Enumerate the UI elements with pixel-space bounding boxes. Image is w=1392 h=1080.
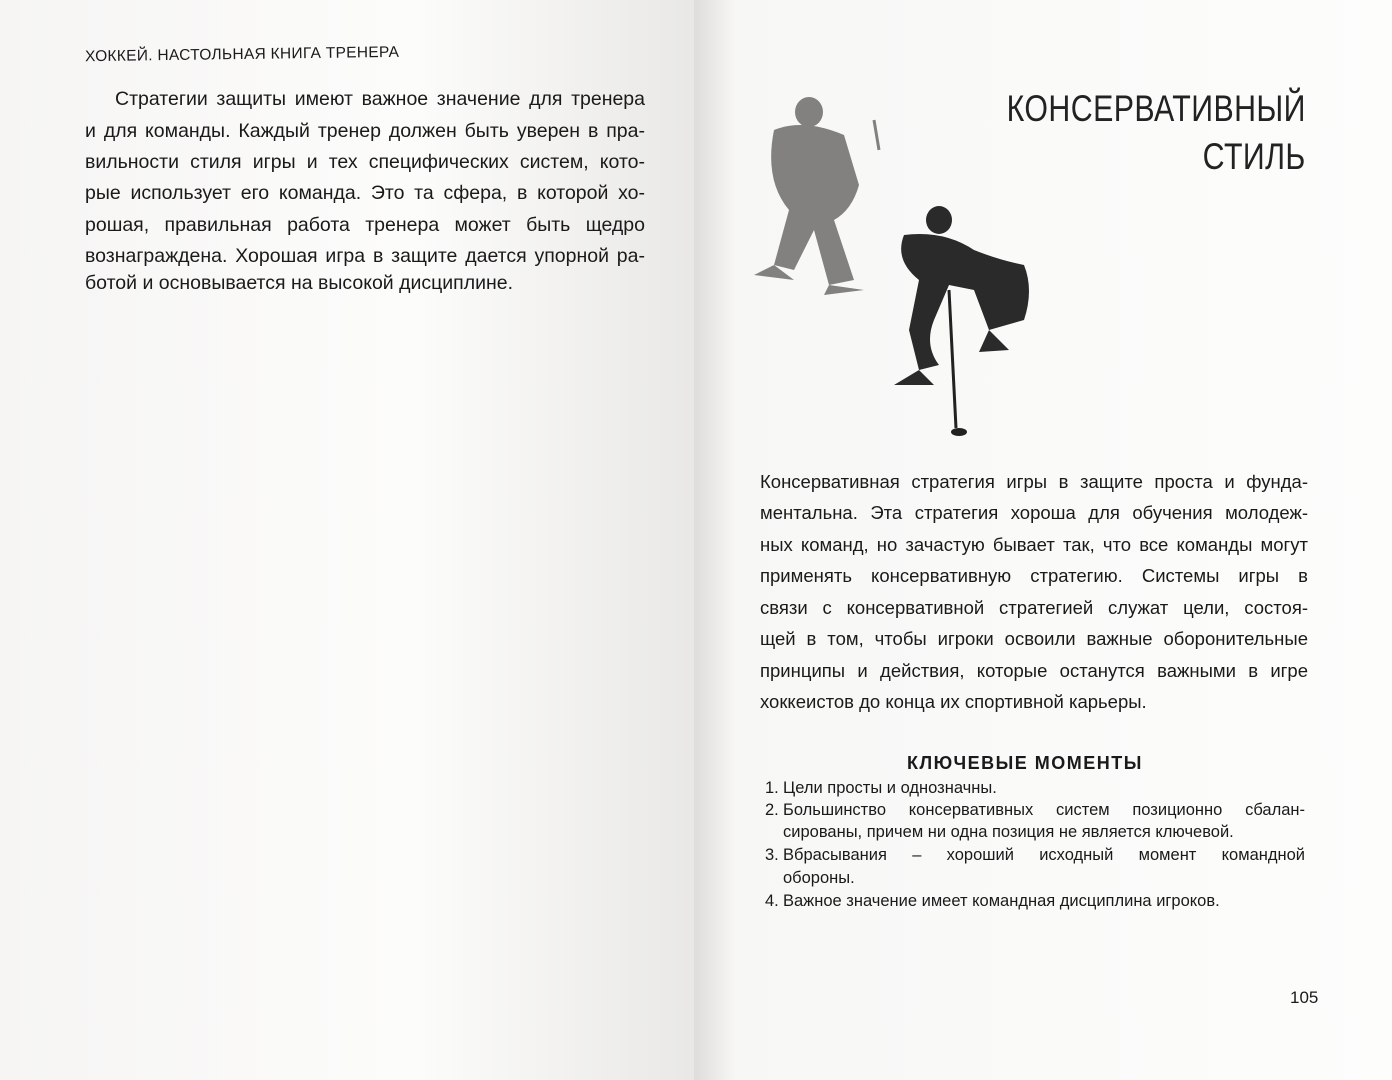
text-line: рошая, правильная работа тренера может быть щедро <box>85 214 645 236</box>
text-line: ных команд, но зачастую бывает так, что все команды могут <box>760 534 1308 555</box>
text-line: ботой и основывается на высокой дисциплине. <box>85 272 514 294</box>
text-line: связи с консервативной стратегией служат цели, состоя- <box>760 597 1308 618</box>
running-header: ХОККЕЙ. НАСТОЛЬНАЯ КНИГА ТРЕНЕРА <box>84 43 400 66</box>
text-line: и для команды. Каждый тренер должен быть уверен в пра- <box>85 120 645 142</box>
text-line: вильности стиля игры и тех специфических систем, кото- <box>85 151 645 173</box>
hockey-players-silhouette-icon <box>734 90 1154 450</box>
right-page: КОНСЕРВАТИВНЫЙ СТИЛЬ Консервативная стратегия игры в защите проста и фунда- ментальна. Эта стратегия хороша для обучения молодеж- ных команд, но зачастую бывает так, что все команды могут применять консервативную стратегию. Системы игры в связи с консервативной стратегией служат цели, состоя- щей в том, чтобы игроки освоили важные оборонительные принципы и действия, которые останутся важными в игре хоккеистов до конца их спортивной карьеры. КЛЮЧЕВЫЕ МОМЕНТЫ 1. Цели просты и однозначны. 2. Большинство консервативных систем позиционно сбалан- сированы, причем ни одна позиция не является ключевой. 3. Вбрасывания – хороший исходный момент командной обороны. 4. Важное значение имеет командная дисциплина игроков. 105 <box>694 0 1392 1080</box>
text-line: Консервативная стратегия игры в защите проста и фунда- <box>760 471 1308 492</box>
section-title-line2: СТИЛЬ <box>1202 136 1306 177</box>
section-title-line1: КОНСЕРВАТИВНЫЙ <box>1006 88 1306 129</box>
text-line: Стратегии защиты имеют важное значение для тренера <box>115 88 645 110</box>
text-line: принципы и действия, которые останутся важными в игре <box>760 660 1308 681</box>
page-number: 105 <box>1290 988 1319 1007</box>
key-points-title: КЛЮЧЕВЫЕ МОМЕНТЫ <box>907 753 1143 773</box>
text-line: хоккеистов до конца их спортивной карьеры. <box>760 691 1147 712</box>
text-line: применять консервативную стратегию. Системы игры в <box>760 565 1308 586</box>
text-line: ментальна. Эта стратегия хороша для обучения молодеж- <box>760 502 1308 523</box>
left-page <box>0 0 694 1080</box>
text-line: вознаграждена. Хорошая игра в защите дается упорной ра- <box>85 245 645 267</box>
text-line: щей в том, чтобы игроки освоили важные оборонительные <box>760 628 1308 649</box>
text-line: рые использует его команда. Это та сфера, в которой хо- <box>85 182 645 204</box>
